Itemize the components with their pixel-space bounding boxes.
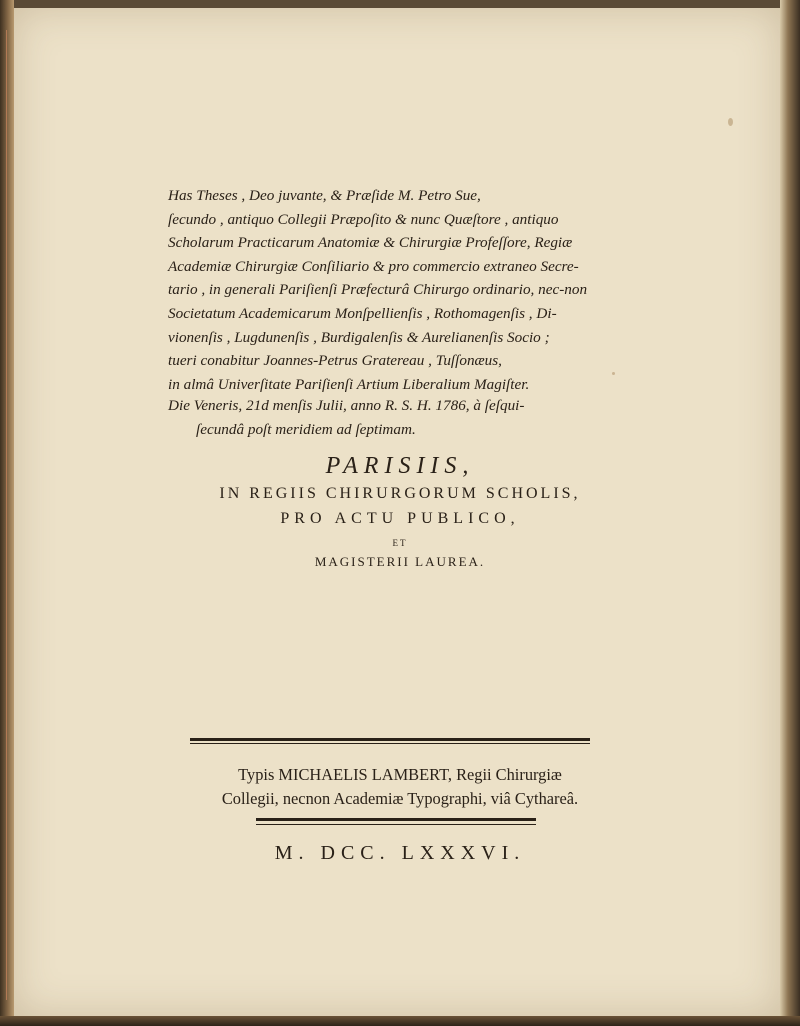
thesis-line: Has Theses , Deo juvante, & Præſide M. Petro Sue,: [168, 187, 481, 204]
rule-bottom-thin: [256, 824, 536, 825]
date-line: Die Veneris, 21d menſis Julii, anno R. S. H. 1786, à ſeſqui-: [168, 397, 525, 414]
thesis-line: in almâ Univerſitate Pariſienſi Artium Liberalium Magiſter.: [168, 375, 530, 393]
rule-bottom: [256, 818, 536, 821]
rule-top-thin: [190, 743, 590, 744]
thesis-line: Academiæ Chirurgiæ Conſiliario & pro commercio extraneo Secre-: [168, 257, 579, 275]
thesis-line: ſecundo , antiquo Collegii Præpoſito & nunc Quæſtore , antiquo: [168, 210, 559, 228]
foxing-spot: [728, 118, 733, 126]
pro-actu-line: PRO ACTU PUBLICO,: [280, 510, 520, 527]
thesis-line: Scholarum Practicarum Anatomiæ & Chirurgiæ Profeſſore, Regiæ: [168, 234, 573, 252]
book-binding-bottom: [0, 1016, 800, 1026]
place-heading: PARISIIS,: [325, 453, 475, 479]
thesis-line: vionenſis , Lugdunenſis , Burdigalenſis & Aurelianenſis Socio ;: [168, 328, 550, 346]
imprint-line: Typis MICHAELIS LAMBERT, Regii Chirurgiæ: [238, 765, 562, 784]
imprint-line: Collegii, necnon Academiæ Typographi, viâ Cythareâ.: [221, 789, 579, 808]
thesis-paragraph: [168, 184, 628, 396]
thesis-line: tario , in generali Pariſienſi Præfecturâ Chirurgo ordinario, nec-non: [168, 281, 588, 299]
thesis-line: Societatum Academicarum Monſpellienſis , Rothomagenſis , Di-: [168, 304, 557, 322]
thesis-line: tueri conabitur Joannes-Petrus Gratereau , Tuſſonæus,: [168, 352, 502, 370]
year-line: M. DCC. LXXXVI.: [274, 842, 526, 864]
book-binding-left: [0, 0, 14, 1026]
page-margin-line: [6, 30, 7, 1000]
date-line: ſecundâ poſt meridiem ad ſeptimam.: [196, 420, 416, 438]
rule-top: [190, 738, 590, 741]
book-binding-right: [780, 0, 800, 1026]
magisterii-line: MAGISTERII LAUREA.: [314, 554, 486, 569]
et-line: ET: [392, 538, 408, 548]
date-paragraph: [168, 394, 628, 441]
in-regiis-line: IN REGIIS CHIRURGORUM SCHOLIS,: [219, 485, 581, 502]
imprint: [140, 763, 660, 811]
